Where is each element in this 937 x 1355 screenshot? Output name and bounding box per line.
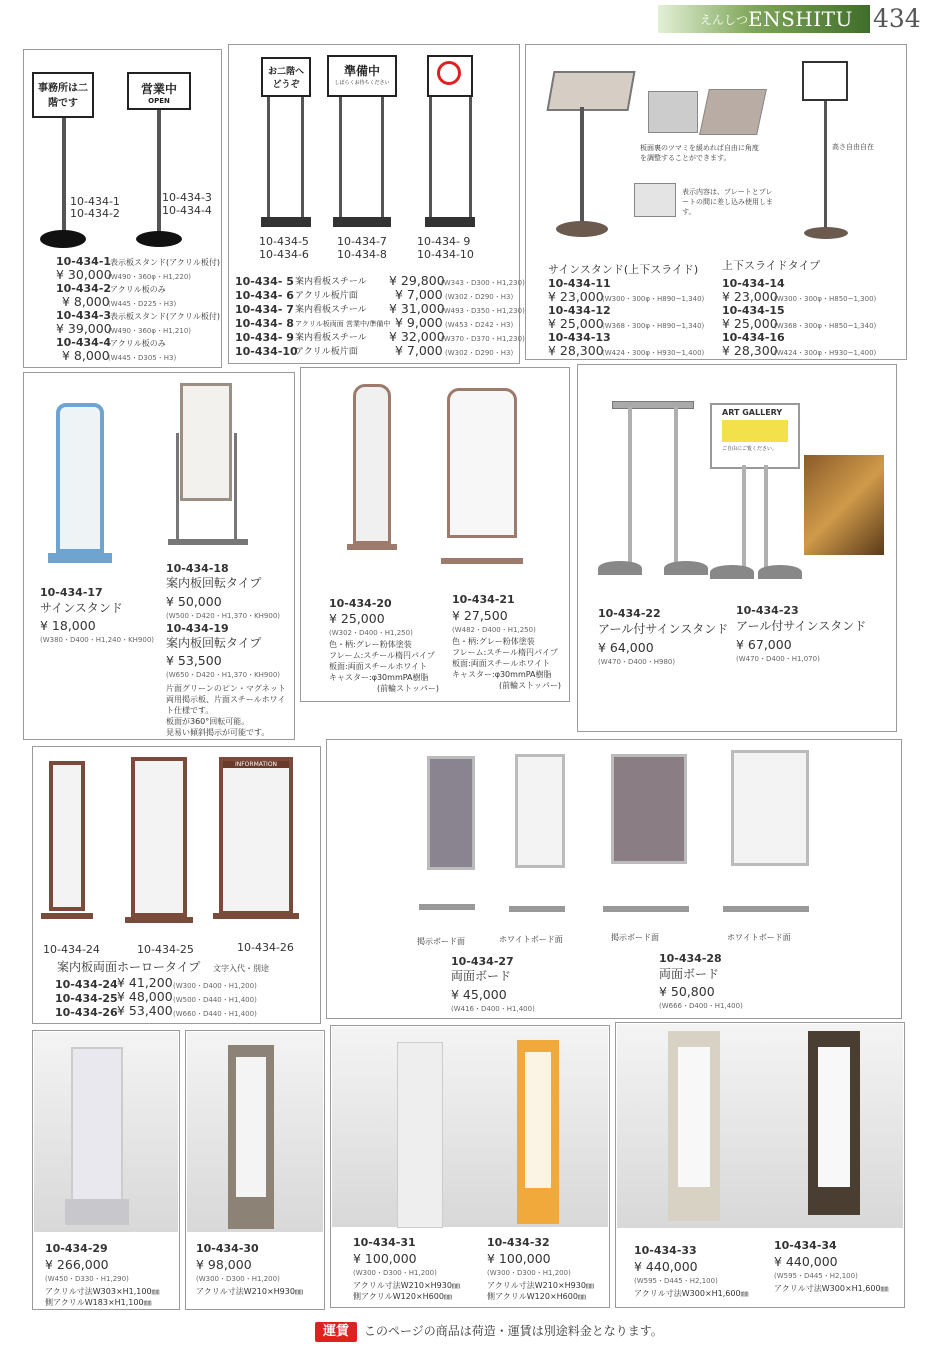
light-panel	[525, 1052, 551, 1188]
note: アクリル寸法W300×H1,600㎜	[634, 1289, 749, 1298]
item-code: 10-434-31	[353, 1236, 416, 1249]
group-title: サインスタンド(上下スライド)	[548, 263, 699, 276]
item-price: ¥ 53,500	[166, 653, 222, 668]
stand-feet	[347, 544, 397, 550]
item-name: 案内板回転タイプ	[166, 576, 262, 590]
figure-label: 10-434-10	[417, 248, 474, 261]
item-price: ¥ 50,800	[659, 984, 715, 999]
item-name: 案内看板スチール	[295, 305, 367, 315]
spec-line: 板面:両面スチールホワイト	[329, 662, 428, 671]
desc-line: 板面が360°回転可能。	[166, 717, 250, 726]
item-price: ¥ 100,000	[487, 1251, 551, 1266]
frame-left	[339, 97, 342, 219]
pole	[674, 407, 678, 567]
figure-label: 10-434-5	[259, 235, 309, 248]
light-column	[397, 1042, 443, 1228]
no-smoking-icon	[437, 61, 461, 85]
item-price: ¥ 45,000	[451, 987, 507, 1002]
item-name: 案内看板スチール	[295, 333, 367, 343]
product-photo	[617, 1024, 903, 1228]
panel-enamel-board	[32, 746, 321, 1024]
item-size: (W424・300φ・H930~1,400)	[602, 349, 705, 357]
board-frame	[353, 384, 391, 544]
item-name: 案内板回転タイプ	[166, 636, 262, 650]
item-price: ¥ 440,000	[774, 1254, 838, 1269]
item-price: ¥ 98,000	[196, 1257, 252, 1272]
item-name: アクリル板片面	[295, 291, 358, 301]
item-code: 10-434-23	[736, 604, 799, 617]
desc-line: 見易い傾斜掲示が可能です。	[166, 728, 270, 737]
board-frame	[447, 388, 517, 538]
item-code: 10-434-26	[55, 1006, 118, 1019]
item-price: ¥ 7,000	[395, 343, 443, 358]
panel-steel-board	[300, 367, 570, 702]
group-title: 案内板両面ホーロータイプ	[57, 960, 201, 974]
item-name: アクリル板両面 営業中/準備中	[295, 320, 391, 328]
item-price: ¥ 25,000	[722, 316, 778, 331]
sign-open-label: 営業中	[140, 82, 177, 96]
board-frame	[180, 383, 232, 501]
item-size: (W416・D400・H1,400)	[451, 1005, 535, 1013]
item-price: ¥ 28,300	[548, 343, 604, 358]
item-code: 10-434-24	[55, 978, 118, 991]
frame-right	[234, 433, 237, 543]
figure-label: 10-434-25	[137, 943, 194, 956]
stand-base	[65, 1199, 129, 1225]
item-price: ¥ 64,000	[598, 640, 654, 655]
note-angle: 板面裏のツマミを緩めれば自由に角度を調整することができます。	[640, 144, 759, 162]
panel-double-board	[326, 739, 902, 1019]
item-price: ¥ 440,000	[634, 1259, 698, 1274]
item-code: 10-434- 8	[235, 317, 294, 330]
figure-label: 10-434-7	[337, 235, 387, 248]
header-title: ENSHITU	[748, 7, 853, 31]
item-size: (W368・300φ・H890~1,340)	[602, 322, 705, 330]
desc-line: 両用掲示板、片面スチールホワイ	[166, 695, 286, 704]
item-price: ¥ 41,200	[117, 975, 173, 990]
frame-left	[176, 433, 179, 543]
note: 側アクリルW183×H1,100㎜	[45, 1298, 152, 1307]
pole	[157, 110, 161, 238]
sign-preparing-sub: しばらくお待ちください	[334, 80, 390, 86]
item-code: 10-434-13	[548, 331, 611, 344]
note: アクリル寸法W210×H930㎜	[353, 1281, 460, 1290]
item-size: (W482・D400・H1,250)	[452, 626, 536, 634]
board-frame	[219, 757, 293, 915]
item-code: 10-434-30	[196, 1242, 259, 1255]
sign-open-sub: OPEN	[148, 97, 170, 105]
pole	[62, 118, 66, 238]
item-size: (W490・360φ・H1,220)	[108, 273, 192, 281]
item-code: 10-434-10	[235, 345, 298, 358]
item-size: (W470・D400・H980)	[598, 658, 676, 666]
light-panel	[236, 1057, 266, 1197]
item-size: (W500・D420・H1,370・KH900)	[166, 612, 281, 620]
item-name: アクリル板のみ	[110, 339, 166, 348]
item-code: 10-434-25	[55, 992, 118, 1005]
item-size: (W343・D300・H1,230)	[441, 279, 525, 287]
item-price: ¥ 9,000	[395, 315, 443, 330]
spec-line: フレーム:スチール楕円パイプ	[329, 651, 435, 660]
item-price: ¥ 48,000	[117, 989, 173, 1004]
frame-right	[381, 97, 384, 219]
item-price: ¥ 31,000	[389, 301, 445, 316]
note: アクリル寸法W210×H930㎜	[196, 1287, 303, 1296]
item-name: 両面ボード	[451, 969, 512, 983]
item-size: (W445・D305・H3)	[108, 354, 177, 362]
stand-base	[261, 217, 311, 227]
gallery-sub: ご自由にご覧ください。	[722, 446, 778, 452]
shipping-badge: 運賃	[315, 1322, 357, 1342]
stand-feet	[168, 539, 248, 545]
note: 文字入代・別途	[213, 964, 269, 973]
item-code: 10-434-4	[56, 336, 112, 349]
panel-sign-stand-rotate	[23, 372, 295, 740]
item-code: 10-434-19	[166, 622, 229, 635]
pole	[580, 107, 584, 227]
item-size: (W302・D290・H3)	[445, 349, 514, 357]
item-code: 10-434-2	[56, 282, 112, 295]
item-code: 10-434-14	[722, 277, 785, 290]
item-size: (W493・D350・H1,230)	[441, 307, 525, 315]
item-size: (W666・D400・H1,400)	[659, 1002, 743, 1010]
board-frame	[49, 761, 85, 911]
footer-note: このページの商品は荷造・運賃は別途料金となります。	[364, 1324, 663, 1338]
spec-line: キャスター:φ30mmPA樹脂	[329, 673, 429, 682]
item-price: ¥ 8,000	[62, 348, 110, 363]
item-code: 10-434-15	[722, 304, 785, 317]
item-name: 表示板スタンド(アクリル板付)	[110, 258, 221, 267]
board-frame	[56, 403, 104, 553]
item-size: (W595・D445・H2,100)	[634, 1277, 718, 1285]
item-code: 10-434-33	[634, 1244, 697, 1257]
caption: ホワイトボード面	[727, 933, 791, 942]
caption: 掲示ボード面	[417, 937, 465, 946]
item-size: (W470・D400・H1,070)	[736, 655, 820, 663]
stand-feet	[41, 913, 93, 919]
stand-base	[333, 217, 391, 227]
frame-left	[429, 97, 432, 219]
item-price: ¥ 29,800	[389, 273, 445, 288]
light-column	[71, 1047, 123, 1203]
figure-label: 10-434-2	[70, 207, 120, 220]
sign-preparing-label: 準備中	[343, 64, 380, 78]
figure-label: 10-434-6	[259, 248, 309, 261]
pole	[628, 407, 632, 567]
item-name: アクリル板のみ	[110, 285, 166, 294]
stand-feet	[419, 904, 475, 910]
item-size: (W370・D370・H1,230)	[441, 335, 525, 343]
item-size: (W660・D440・H1,400)	[173, 1010, 257, 1018]
light-panel	[678, 1047, 710, 1187]
sign-open	[127, 72, 191, 110]
stand-feet	[213, 913, 299, 919]
stand-base	[40, 230, 86, 248]
pole	[742, 465, 746, 571]
product-photo	[332, 1027, 608, 1227]
item-code: 10-434-16	[722, 331, 785, 344]
panel-round-sign-stand	[577, 364, 897, 732]
stand-foot	[664, 561, 708, 575]
item-code: 10-434-3	[56, 309, 112, 322]
item-price: ¥ 23,000	[548, 289, 604, 304]
item-code: 10-434-29	[45, 1242, 108, 1255]
white-board	[731, 750, 809, 866]
note: アクリル寸法W210×H930㎜	[487, 1281, 594, 1290]
item-price: ¥ 8,000	[62, 294, 110, 309]
header-kana: えんしつ	[700, 13, 749, 27]
panel-light-sign-30	[185, 1030, 325, 1310]
item-price: ¥ 28,300	[722, 343, 778, 358]
figure-label: 10-434-26	[237, 941, 294, 954]
item-code: 10-434-22	[598, 607, 661, 620]
item-size: (W302・D400・H1,250)	[329, 629, 413, 637]
item-size: (W302・D290・H3)	[445, 293, 514, 301]
board-frame	[131, 757, 187, 917]
stand-feet	[441, 558, 523, 564]
figure-label: 10-434-3	[162, 191, 212, 204]
stand-foot	[598, 561, 642, 575]
group-title: 上下スライドタイプ	[722, 259, 821, 272]
item-price: ¥ 7,000	[395, 287, 443, 302]
stand-feet	[603, 906, 689, 912]
figure-label: 10-434-4	[162, 204, 212, 217]
note: アクリル寸法W303×H1,100㎜	[45, 1287, 160, 1296]
stand-base	[804, 227, 848, 239]
bulletin-board	[427, 756, 475, 870]
note-plate: 表示内容は、プレートとプレートの間に差し込み使用します。	[682, 188, 773, 216]
item-code: 10-434-32	[487, 1236, 550, 1249]
item-code: 10-434-17	[40, 586, 103, 599]
item-size: (W380・D400・H1,240・KH900)	[40, 636, 155, 644]
frame-right	[469, 97, 472, 219]
item-size: (W500・D440・H1,400)	[173, 996, 257, 1004]
frame-left	[267, 97, 270, 219]
item-size: (W450・D330・H1,290)	[45, 1275, 129, 1283]
top-frame	[802, 61, 848, 101]
item-code: 10-434-34	[774, 1239, 837, 1252]
panel-light-sign-33-34	[615, 1022, 905, 1308]
panel-sign-stand-slide	[525, 44, 907, 360]
tilt-board	[546, 71, 635, 111]
panel-guide-board	[228, 44, 525, 364]
item-code: 10-434-11	[548, 277, 611, 290]
item-price: ¥ 18,000	[40, 618, 96, 633]
figure-label: 10-434-8	[337, 248, 387, 261]
item-price: ¥ 30,000	[56, 267, 112, 282]
item-code: 10-434-20	[329, 597, 392, 610]
item-price: ¥ 27,500	[452, 608, 508, 623]
item-code: 10-434- 7	[235, 303, 294, 316]
item-name: 両面ボード	[659, 967, 720, 981]
desc-line: ト仕様です。	[166, 706, 214, 715]
item-code: 10-434-27	[451, 955, 514, 968]
stand-foot	[710, 565, 754, 579]
item-size: (W595・D445・H2,100)	[774, 1272, 858, 1280]
item-price: ¥ 25,000	[548, 316, 604, 331]
desc-line: 片面グリーンのピン・マグネット	[166, 684, 286, 693]
note: アクリル寸法W300×H1,600㎜	[774, 1284, 889, 1293]
stand-foot	[758, 565, 802, 579]
figure-label: 10-434-1	[70, 195, 120, 208]
panel-display-stand	[23, 49, 222, 368]
board-detail-photo	[699, 89, 767, 135]
item-size: (W490・360φ・H1,210)	[108, 327, 192, 335]
caption: 掲示ボード面	[611, 933, 659, 942]
bulletin-board	[611, 754, 687, 864]
spec-line: 板面:両面スチールホワイト	[452, 659, 551, 668]
spec-line: 色・柄:グレー粉体塗装	[329, 640, 412, 649]
caption: ホワイトボード面	[499, 935, 563, 944]
figure-label: 10-434-24	[43, 943, 100, 956]
item-size: (W300・D400・H1,200)	[173, 982, 257, 990]
info-header: INFORMATION	[223, 761, 289, 768]
item-name: 表示板スタンド(アクリル板付)	[110, 312, 221, 321]
item-size: (W300・300φ・H850~1,300)	[774, 295, 877, 303]
gallery-title: ART GALLERY	[722, 408, 783, 417]
item-price: ¥ 32,000	[389, 329, 445, 344]
gallery-panel	[722, 420, 788, 442]
item-price: ¥ 53,400	[117, 1003, 173, 1018]
light-panel	[818, 1047, 850, 1187]
spec-line: 色・柄:グレー粉体塗装	[452, 637, 535, 646]
item-code: 10-434-1	[56, 255, 112, 268]
stand-feet	[125, 917, 193, 923]
white-board	[515, 754, 565, 868]
item-name: アール付サインスタンド	[736, 619, 867, 633]
stand-feet	[509, 906, 565, 912]
item-code: 10-434-18	[166, 562, 229, 575]
item-size: (W453・D242・H3)	[445, 321, 514, 329]
page-number: 434	[873, 4, 921, 33]
sign-office-upstairs: 事務所は二階です	[32, 72, 94, 118]
stand-feet	[723, 906, 809, 912]
item-price: ¥ 23,000	[722, 289, 778, 304]
item-price: ¥ 67,000	[736, 637, 792, 652]
spec-line: (前輪ストッパー)	[499, 681, 562, 690]
item-price: ¥ 25,000	[329, 611, 385, 626]
item-code: 10-434- 6	[235, 289, 294, 302]
sign-upstairs: お二階へどうぞ	[261, 57, 311, 97]
panel-light-sign-29	[32, 1030, 180, 1310]
stand-feet	[48, 553, 112, 563]
item-price: ¥ 100,000	[353, 1251, 417, 1266]
item-size: (W300・D300・H1,200)	[353, 1269, 437, 1277]
item-name: アクリル板片面	[295, 347, 358, 357]
item-code: 10-434- 9	[235, 331, 294, 344]
item-code: 10-434-12	[548, 304, 611, 317]
item-name: アール付サインスタンド	[598, 622, 729, 636]
spec-line: キャスター:φ30mmPA樹脂	[452, 670, 552, 679]
item-name: サインスタンド	[40, 601, 123, 615]
board-detail-photo	[648, 91, 698, 133]
plate-photo	[634, 183, 676, 217]
spec-line: (前輪ストッパー)	[377, 684, 440, 693]
item-size: (W650・D420・H1,370・KH900)	[166, 671, 281, 679]
item-size: (W300・D300・H1,200)	[487, 1269, 571, 1277]
item-code: 10-434-28	[659, 952, 722, 965]
sign-preparing	[327, 55, 397, 97]
pole	[824, 101, 827, 233]
item-size: (W368・300φ・H850~1,340)	[774, 322, 877, 330]
item-size: (W445・D225・H3)	[108, 300, 177, 308]
note-height: 高さ自由自在	[832, 143, 874, 151]
item-size: (W300・300φ・H890~1,340)	[602, 295, 705, 303]
top-rail	[612, 401, 694, 409]
item-code: 10-434-21	[452, 593, 515, 606]
item-price: ¥ 50,000	[166, 594, 222, 609]
stand-base	[136, 231, 182, 247]
panel-light-sign-31-32	[330, 1025, 610, 1308]
item-price: ¥ 266,000	[45, 1257, 109, 1272]
spec-line: フレーム:スチール楕円パイプ	[452, 648, 558, 657]
item-price: ¥ 39,000	[56, 321, 112, 336]
stand-base	[425, 217, 475, 227]
item-size: (W424・300φ・H930~1,400)	[774, 349, 877, 357]
item-name: 案内看板スチール	[295, 277, 367, 287]
gallery-room-photo	[804, 455, 884, 555]
note: 側アクリルW120×H600㎜	[353, 1292, 452, 1301]
pole	[764, 465, 768, 571]
note: 側アクリルW120×H600㎜	[487, 1292, 586, 1301]
stand-base	[556, 221, 608, 237]
figure-label: 10-434- 9	[417, 235, 471, 248]
item-code: 10-434- 5	[235, 275, 294, 288]
frame-right	[301, 97, 304, 219]
item-size: (W300・D300・H1,200)	[196, 1275, 280, 1283]
gallery-board	[710, 403, 800, 469]
